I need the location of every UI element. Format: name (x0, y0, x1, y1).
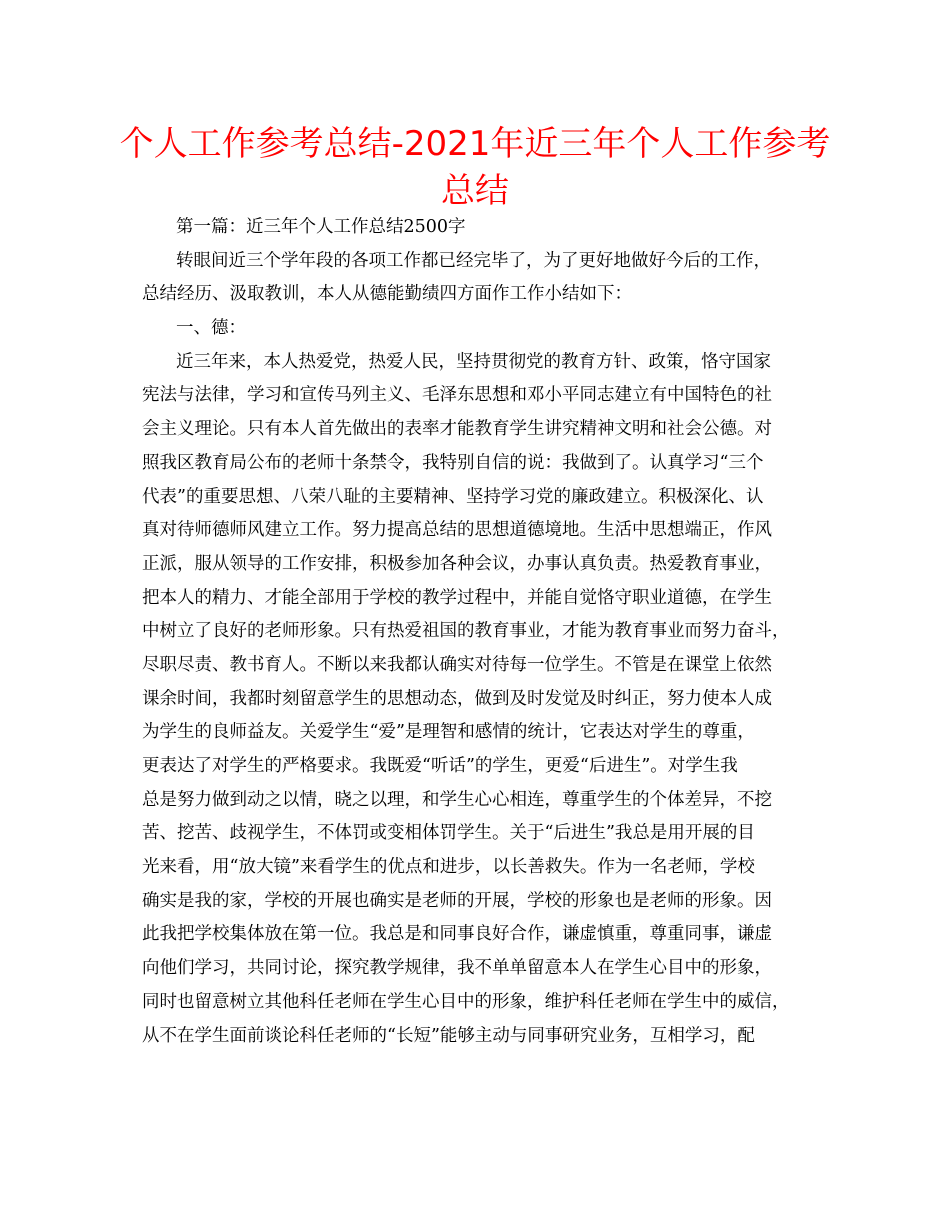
paragraph-line: 课余时间，我都时刻留意学生的思想动态，做到及时发觉及时纠正，努力使本人成 (142, 688, 772, 709)
paragraph-line: 向他们学习，共同讨论，探究教学规律，我不单单留意本人在学生心目中的形象， (142, 958, 772, 979)
document-body (142, 211, 822, 1053)
paragraph-line: 总结经历、汲取教训，本人从德能勤绩四方面作工作小结如下： (142, 284, 632, 305)
paragraph-line: 近三年来，本人热爱党，热爱人民，坚持贯彻党的教育方针、政策，恪守国家 (176, 351, 771, 372)
document-title-line-2: 总结 (441, 171, 509, 211)
subsection-heading: 一、德： (176, 318, 246, 339)
paragraph-line: 为学生的良师益友。关爱学生“爱”是理智和感情的统计，它表达对学生的尊重， (142, 722, 755, 743)
paragraph-line: 确实是我的家，学校的开展也确实是老师的开展，学校的形象也是老师的形象。因 (142, 890, 772, 911)
paragraph-line: 照我区教育局公布的老师十条禁令，我特别自信的说：我做到了。认真学习“三个 (142, 452, 764, 473)
paragraph-line: 正派，服从领导的工作安排，积极参加各种会议，办事认真负责。热爱教育事业， (142, 553, 772, 574)
paragraph-line: 总是努力做到动之以情，晓之以理，和学生心心相连，尊重学生的个体差异，不挖 (142, 789, 772, 810)
paragraph-line: 会主义理论。只有本人首先做出的表率才能教育学生讲究精神文明和社会公德。对 (142, 419, 772, 440)
paragraph-line: 从不在学生面前谈论科任老师的“长短”能够主动与同事研究业务，互相学习，配 (142, 1025, 755, 1046)
paragraph-line: 苦、挖苦、歧视学生，不体罚或变相体罚学生。关于“后进生”我总是用开展的目 (142, 823, 755, 844)
paragraph-line: 光来看，用“放大镜”来看学生的优点和进步，以长善救失。作为一名老师，学校 (142, 857, 755, 878)
document-title-line-1: 个人工作参考总结-2021年近三年个人工作参考 (119, 124, 831, 164)
paragraph-line: 宪法与法律，学习和宣传马列主义、毛泽东思想和邓小平同志建立有中国特色的社 (142, 385, 772, 406)
paragraph-line: 更表达了对学生的严格要求。我既爱“听话”的学生，更爱“后进生”。对学生我 (142, 756, 738, 776)
section-heading: 第一篇：近三年个人工作总结2500字 (176, 217, 466, 237)
paragraph-line: 真对待师德师风建立工作。努力提高总结的思想道德境地。生活中思想端正，作风 (142, 520, 772, 541)
paragraph-line: 把本人的精力、才能全部用于学校的教学过程中，并能自觉恪守职业道德，在学生 (142, 587, 772, 608)
paragraph-line: 中树立了良好的老师形象。只有热爱祖国的教育事业，才能为教育事业而努力奋斗， (142, 621, 790, 642)
paragraph-line: 同时也留意树立其他科任老师在学生心目中的形象，维护科任老师在学生中的威信， (142, 991, 790, 1012)
paragraph-line: 尽职尽责、教书育人。不断以来我都认确实对待每一位学生。不管是在课堂上依然 (142, 654, 772, 675)
paragraph-line: 此我把学校集体放在第一位。我总是和同事良好合作，谦虚慎重，尊重同事，谦虚 (142, 924, 772, 945)
paragraph-line: 转眼间近三个学年段的各项工作都已经完毕了，为了更好地做好今后的工作， (176, 250, 771, 271)
paragraph-line: 代表”的重要思想、八荣八耻的主要精神、坚持学习党的廉政建立。积极深化、认 (142, 486, 764, 507)
